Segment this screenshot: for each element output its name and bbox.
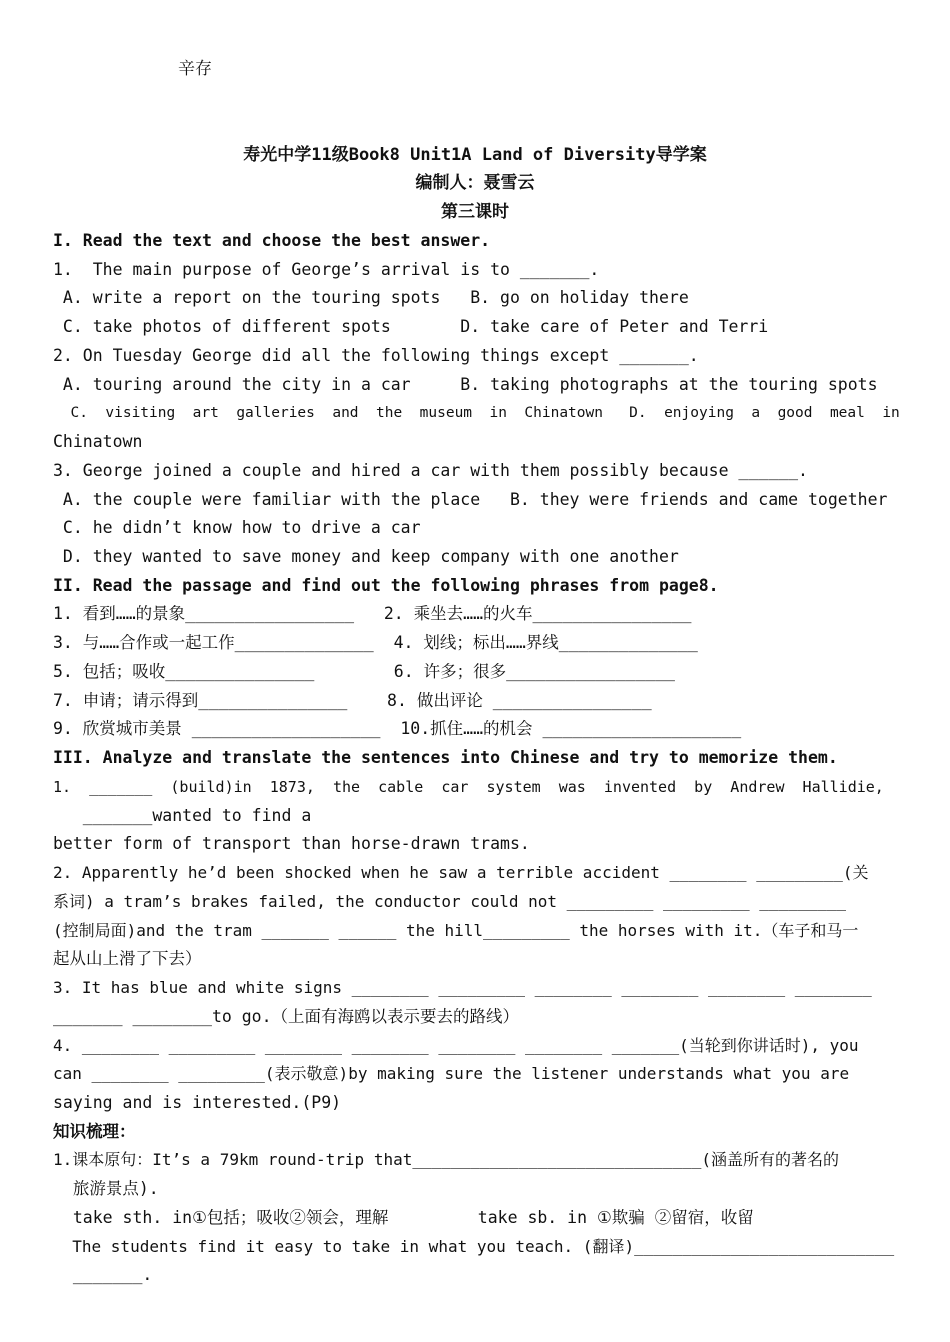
phrase-item: 3. 与……合作或一起工作______________ 4. 划线；标出……界线______________ <box>53 633 698 652</box>
header-note: 辛存 <box>178 59 212 79</box>
sentence-text: _______wanted to find a <box>53 806 312 825</box>
knowledge-item: 旅游景点). <box>53 1179 159 1198</box>
answer-option: Chinatown <box>53 432 143 451</box>
knowledge-item: take sth. in①包括；吸收②领会，理解 take sb. in ①欺骗 ②留宿，收留 <box>53 1208 754 1227</box>
editor-line: 编制人：聂雪云 <box>415 173 535 193</box>
sentence-text: _______ ________to go.（上面有海鸥以表示要去的路线） <box>53 1007 520 1026</box>
sentence-text: 系词) a tram’s brakes failed, the conductor could not _________ _________ _________ <box>53 892 846 911</box>
section-heading: II. Read the passage and find out the following phrases from page8. <box>53 576 719 595</box>
knowledge-item: The students find it easy to take in what you teach. (翻译)___________________________ <box>53 1237 895 1256</box>
sentence-text: 2. Apparently he’d been shocked when he saw a terrible accident ________ _________(关 <box>53 863 869 882</box>
sentence-text: 1. _______ (build)in 1873, the cable car system was invented by Andrew Hallidie, <box>53 778 884 796</box>
sentence-text: better form of transport than horse-drawn trams. <box>53 834 530 853</box>
page-title: 寿光中学11级Book8 Unit1A Land of Diversity导学案 <box>243 145 707 165</box>
phrase-item: 7. 申请；请示得到_______________ 8. 做出评论 ________________ <box>53 691 652 710</box>
answer-option: A. write a report on the touring spots B. go on holiday there <box>53 288 689 307</box>
phrase-item: 9. 欣赏城市美景 ___________________ 10.抓住……的机会 ____________________ <box>53 719 742 738</box>
question-text: 3. George joined a couple and hired a car with them possibly because ______. <box>53 461 808 480</box>
answer-option: D. they wanted to save money and keep company with one another <box>53 547 679 566</box>
knowledge-item: _______. <box>53 1265 153 1284</box>
sentence-text: can ________ _________(表示敬意)by making sure the listener understands what you are <box>53 1064 850 1083</box>
question-text: 2. On Tuesday George did all the following things except _______. <box>53 346 699 365</box>
phrase-item: 5. 包括；吸收_______________ 6. 许多；很多_________________ <box>53 662 675 681</box>
knowledge-item: 1.课本原句：It’s a 79km round-trip that______________________________(涵盖所有的著名的 <box>53 1150 839 1169</box>
answer-option: C. take photos of different spots D. take care of Peter and Terri <box>53 317 769 336</box>
sentence-text: 4. ________ _________ ________ ________ ________ ________ _______(当轮到你讲话时), you <box>53 1036 859 1055</box>
section-heading: 知识梳理： <box>53 1122 136 1141</box>
question-text: 1. The main purpose of George’s arrival is to _______. <box>53 260 600 279</box>
sentence-text: (控制局面)and the tram _______ ______ the hill_________ the horses with it.（车子和马一 <box>53 921 859 940</box>
answer-option: C. he didn’t know how to drive a car <box>53 518 421 537</box>
sentence-text: 3. It has blue and white signs ________ _________ ________ ________ ________ ________ <box>53 978 872 997</box>
answer-option: A. touring around the city in a car B. taking photographs at the touring spots <box>53 375 878 394</box>
answer-option: A. the couple were familiar with the place B. they were friends and came together <box>53 490 888 509</box>
answer-option: C. visiting art galleries and the museum in Chinatown D. enjoying a good meal in <box>53 405 900 421</box>
sentence-text: 起从山上滑了下去） <box>53 949 202 968</box>
lesson-label: 第三课时 <box>441 202 509 222</box>
sentence-text: saying and is interested.(P9) <box>53 1093 342 1112</box>
section-heading: III. Analyze and translate the sentences into Chinese and try to memorize them. <box>53 748 838 767</box>
phrase-item: 1. 看到……的景象_________________ 2. 乘坐去……的火车________________ <box>53 604 692 623</box>
section-heading: I. Read the text and choose the best answer. <box>53 231 491 250</box>
